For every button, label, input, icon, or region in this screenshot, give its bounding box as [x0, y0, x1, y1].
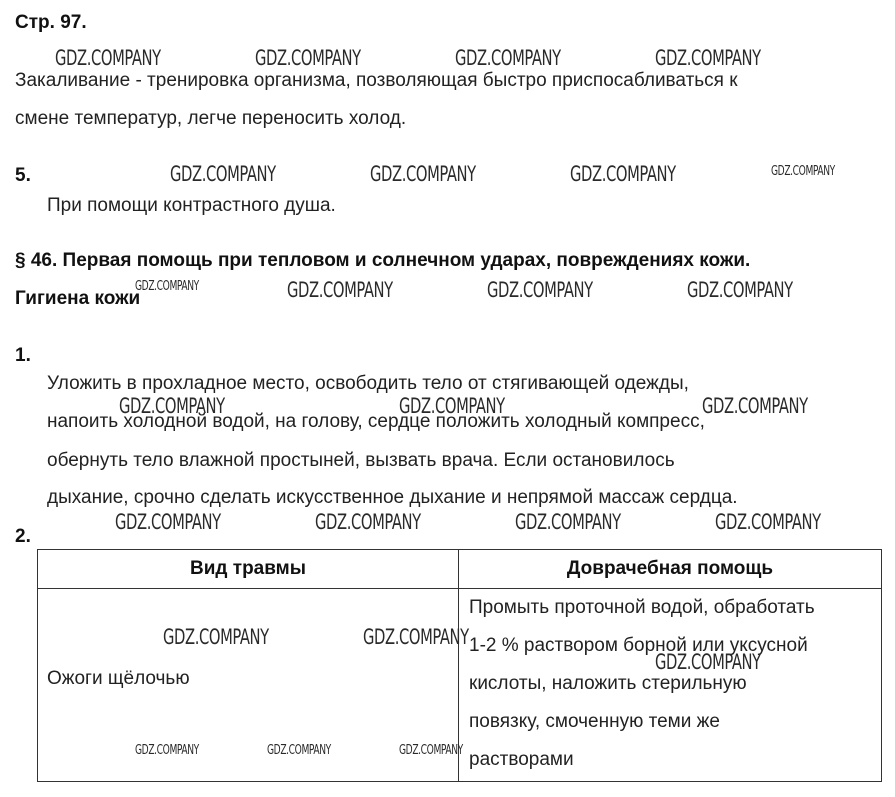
- table-header-injury: Вид травмы: [38, 550, 459, 589]
- question-1-number: 1.: [15, 345, 31, 366]
- question-5-answer: При помощи контрастного душа.: [47, 195, 336, 216]
- watermark: GDZ.COMPANY: [287, 278, 393, 302]
- table-cell-help: [459, 589, 882, 782]
- help-line-3: кислоты, наложить стерильную: [469, 673, 747, 694]
- watermark: GDZ.COMPANY: [655, 650, 761, 674]
- watermark: GDZ.COMPANY: [570, 162, 676, 186]
- watermark: GDZ.COMPANY: [170, 162, 276, 186]
- watermark: GDZ.COMPANY: [771, 164, 835, 179]
- table-header-row: [38, 550, 882, 589]
- watermark: GDZ.COMPANY: [399, 743, 463, 758]
- definition-line-1: Закаливание - тренировка организма, позволяющая быстро приспосабливаться к: [15, 70, 738, 91]
- question-1-line-3: обернуть тело влажной простыней, вызвать врача. Если остановилось: [47, 450, 675, 471]
- watermark: GDZ.COMPANY: [55, 46, 161, 70]
- table-cell-injury: [38, 589, 459, 782]
- watermark: GDZ.COMPANY: [370, 162, 476, 186]
- watermark: GDZ.COMPANY: [315, 510, 421, 534]
- watermark: GDZ.COMPANY: [363, 625, 469, 649]
- question-1-line-2: напоить холодной водой, на голову, сердце положить холодный компресс,: [47, 411, 705, 432]
- table-header-help: Доврачебная помощь: [459, 550, 882, 589]
- watermark: GDZ.COMPANY: [115, 510, 221, 534]
- help-line-1: Промыть проточной водой, обработать: [469, 597, 815, 618]
- watermark: GDZ.COMPANY: [687, 278, 793, 302]
- watermark: GDZ.COMPANY: [515, 510, 621, 534]
- watermark: GDZ.COMPANY: [655, 46, 761, 70]
- help-line-5: растворами: [469, 749, 574, 770]
- watermark: GDZ.COMPANY: [487, 278, 593, 302]
- question-1-line-4: дыхание, срочно сделать искусственное дыхание и непрямой массаж сердца.: [47, 487, 738, 508]
- definition-line-2: смене температур, легче переносить холод.: [15, 108, 407, 129]
- watermark: GDZ.COMPANY: [702, 394, 808, 418]
- watermark: GDZ.COMPANY: [255, 46, 361, 70]
- section-title-line-1: § 46. Первая помощь при тепловом и солнечном ударах, повреждениях кожи.: [15, 250, 751, 271]
- question-1-line-1: Уложить в прохладное место, освободить тело от стягивающей одежды,: [47, 373, 689, 394]
- watermark: GDZ.COMPANY: [163, 625, 269, 649]
- watermark: GDZ.COMPANY: [135, 279, 199, 294]
- watermark: GDZ.COMPANY: [267, 743, 331, 758]
- help-line-2: 1-2 % раствором борной или уксусной: [469, 635, 808, 656]
- watermark: GDZ.COMPANY: [119, 394, 225, 418]
- watermark: GDZ.COMPANY: [135, 743, 199, 758]
- question-2-number: 2.: [15, 526, 31, 547]
- question-5-number: 5.: [15, 165, 31, 186]
- help-line-4: повязку, смоченную теми же: [469, 711, 720, 732]
- page-number-heading: Стр. 97.: [15, 12, 87, 33]
- watermark: GDZ.COMPANY: [399, 394, 505, 418]
- injury-type: Ожоги щёлочью: [47, 668, 190, 689]
- watermark: GDZ.COMPANY: [715, 510, 821, 534]
- watermark: GDZ.COMPANY: [455, 46, 561, 70]
- section-title-line-2: Гигиена кожи: [15, 288, 141, 309]
